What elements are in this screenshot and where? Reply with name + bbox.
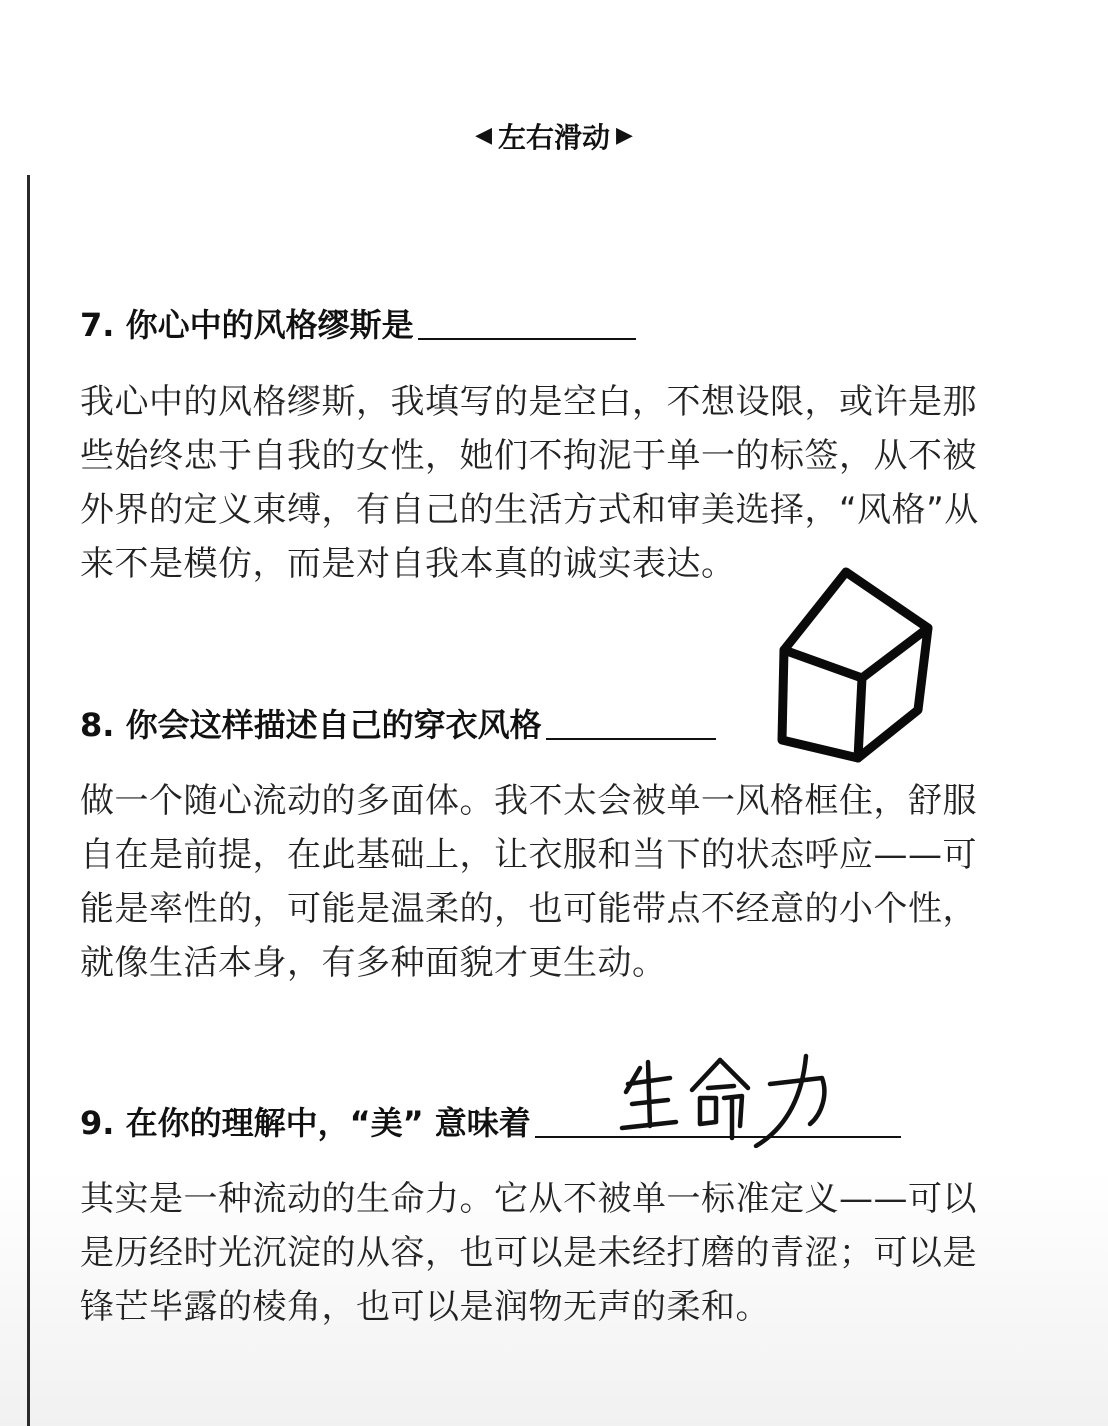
question-7-prompt: 7. 你心中的风格缪斯是 (80, 306, 414, 344)
right-arrow-icon[interactable]: ▶ (616, 123, 633, 148)
page-edge-rule (27, 175, 30, 1426)
question-7-heading (80, 300, 636, 346)
question-7-answer: 我心中的风格缪斯，我填写的是空白，不想设限，或许是那些始终忠于自我的女性，她们不拘泥于单一的标签，从不被外界的定义束缚，有自己的生活方式和审美选择，“风格”从来不是模仿，而是对自我本真的诚实表达。 (80, 382, 979, 584)
question-9-answer: 其实是一种流动的生命力。它从不被单一标准定义——可以是历经时光沉淀的从容，也可以是未经打磨的青涩；可以是锋芒毕露的棱角，也可以是润物无声的柔和。 (80, 1179, 977, 1327)
question-7-blank (418, 338, 636, 340)
swipe-hint[interactable] (0, 116, 1108, 156)
handwritten-signature-icon (610, 1048, 860, 1148)
swipe-hint-label: 左右滑动 (497, 121, 610, 154)
question-8-answer: 做一个随心流动的多面体。我不太会被单一风格框住，舒服自在是前提，在此基础上，让衣服和当下的状态呼应——可能是率性的，可能是温柔的，也可能带点不经意的小个性，就像生活本身，有多种面貌才更生动。 (80, 781, 977, 983)
question-8-heading (80, 700, 716, 746)
question-8-prompt: 8. 你会这样描述自己的穿衣风格 (80, 706, 542, 744)
question-8-blank (546, 738, 716, 740)
left-arrow-icon[interactable]: ◀ (475, 123, 492, 148)
question-9-prompt: 9. 在你的理解中，“美” 意味着 (80, 1104, 531, 1142)
cube-sketch-icon (770, 560, 940, 770)
